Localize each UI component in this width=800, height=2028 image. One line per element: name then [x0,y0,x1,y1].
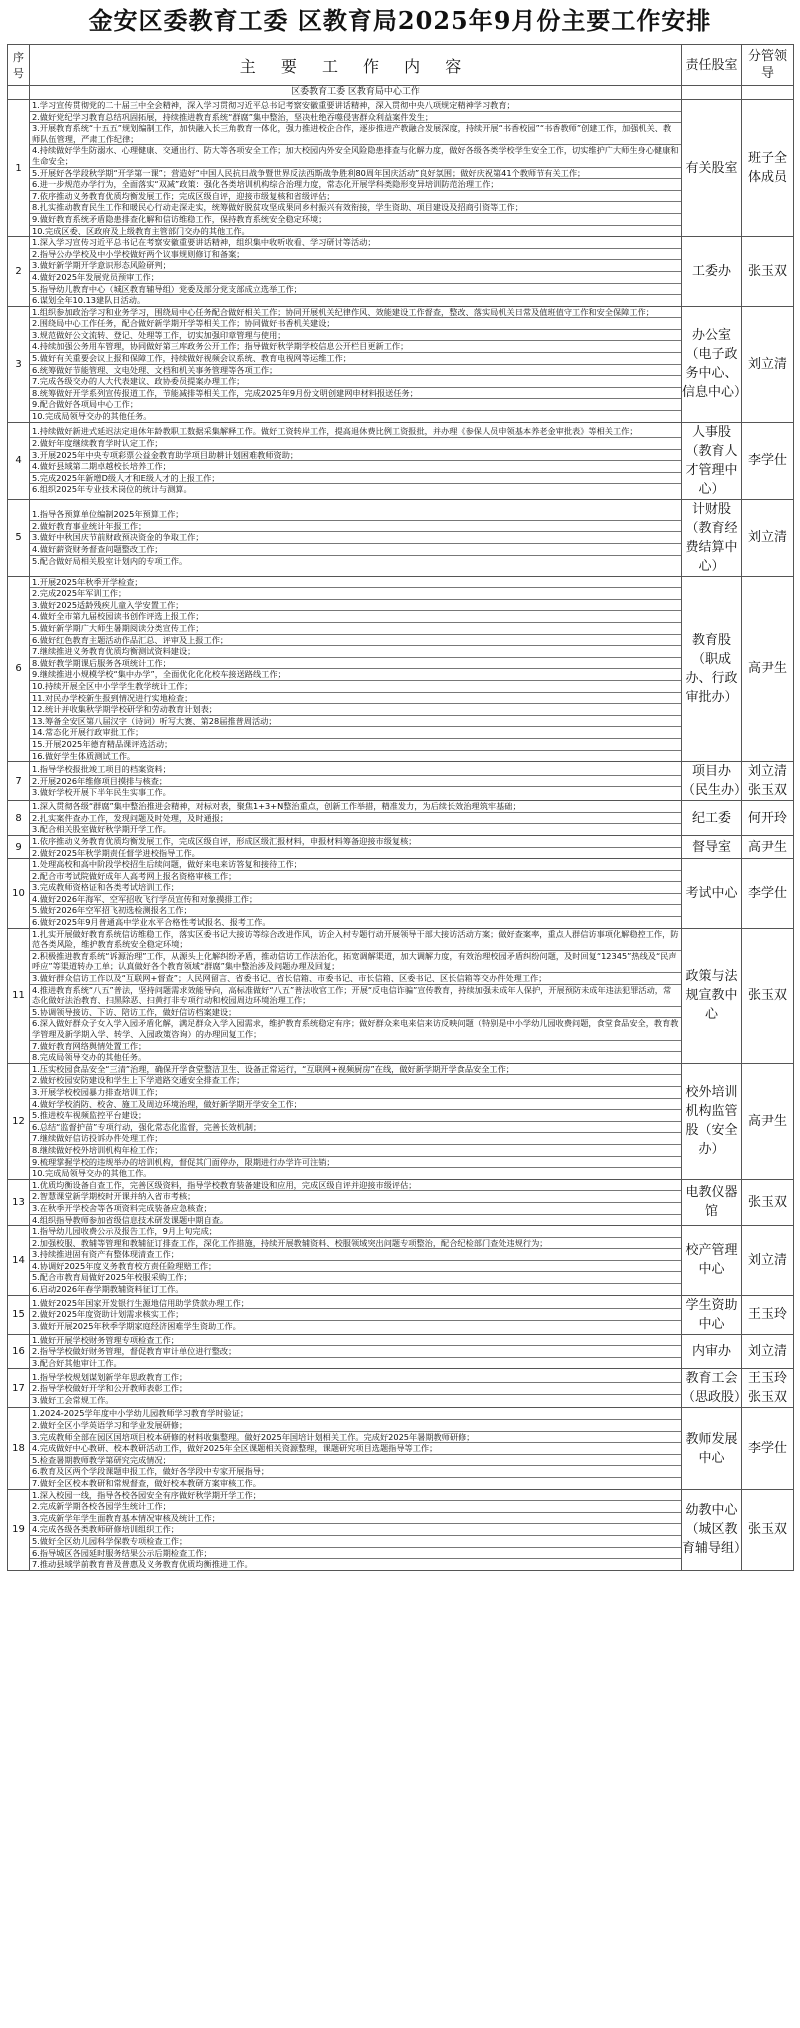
row-number: 12 [8,1063,30,1179]
work-item: 2.围绕局中心工作任务，配合做好新学期开学等相关工作；协同做好书香机关建设； [30,318,681,330]
table-row [8,859,794,929]
work-item: 8.完成局领导交办的其他任务。 [32,1052,147,1063]
work-item: 5.配合市教育局做好2025年校服采购工作； [30,1272,681,1284]
work-item: 5.配合做好局相关股室计划内的专项工作。 [32,555,188,566]
work-item: 3.规范做好公文流转、登记、处理等工作，切实加强印章管理与使用； [30,330,681,342]
leader: 张玉双 [742,237,794,307]
row-number: 16 [8,1334,30,1369]
row-items [30,422,682,499]
work-item: 9.配合做好各项局中心工作； [30,399,681,411]
table-row [8,835,794,858]
work-item: 1.做好开展学校财务管理专项检查工作； [30,1335,681,1347]
responsible-dept: 内审办 [682,1334,742,1369]
table-row [8,422,794,499]
row-number: 14 [8,1226,30,1296]
row-number: 2 [8,237,30,307]
table-row [8,576,794,762]
row-items [30,859,682,929]
work-item: 2.做好校园安防建设和学生上下学道路交通安全排查工作； [30,1075,681,1087]
responsible-dept: 政策与法规宣教中心 [682,928,742,1063]
row-number: 5 [8,499,30,576]
table-row [8,237,794,307]
work-item: 12.统计并收集秋学期学校研学和劳动教育计划表； [30,704,681,716]
work-item: 9.做好教育系统矛盾隐患排查化解和信访维稳工作，保持教育系统安全稳定环境； [30,214,681,226]
work-item: 7.做好教育网络舆情处置工作； [30,1041,681,1053]
work-item: 2.做好教育事业统计年报工作； [30,521,681,533]
leader: 王玉玲 [742,1295,794,1334]
row-items [30,801,682,836]
work-item: 6.指导城区各园延时服务结果公示后期检查工作； [30,1548,681,1560]
work-item: 4.持续做好学生防溺水、心理健康、交通出行、防大等各项安全工作；加大校园内外安全风险隐患排查与化解力度，做好各级各类学校学生安全工作，切实维护广大师生身心健康和生命安全； [30,145,681,167]
responsible-dept: 考试中心 [682,859,742,929]
work-item: 7.依序推动义务教育优质均衡发展工作；完成区级自评，迎接市级复核和省级评估； [30,191,681,203]
work-item: 1.压实校园食品安全“三清”治理，确保开学食堂整洁卫生、设备正常运行，“互联网+视频厨房”在线，做好新学期开学食品安全工作； [30,1064,681,1076]
table-row [8,1179,794,1225]
work-item: 2.做好全区小学英语学习和学业发展研修； [30,1420,681,1432]
work-item: 3.做好新学期开学意识形态风险研判； [30,260,681,272]
work-item: 3.完成教师资格证和各类考试培训工作； [30,882,681,894]
work-item: 7.继续推进义务教育优质均衡测试资料建设； [30,646,681,658]
leader: 刘立清 [742,1226,794,1296]
header-content: 主 要 工 作 内 容 [30,45,682,86]
leader: 刘立清 [742,306,794,422]
work-item: 15.开展2025年德育精品课评选活动； [30,739,681,751]
work-item: 4.完成各级各类教师研修培训组织工作； [30,1524,681,1536]
row-items [30,1295,682,1334]
row-number: 19 [8,1489,30,1570]
work-item: 5.做好2026年空军招飞初选检测报名工作； [30,905,681,917]
table-row [8,1369,794,1408]
subheader: 区委教育工委 区教育局中心工作 [30,86,682,100]
work-item: 2.做好年度继续教育学时认定工作； [30,438,681,450]
work-item: 10.持续开展全区中小学学生教学统计工作； [30,681,681,693]
responsible-dept: 人事股（教育人才管理中心） [682,422,742,499]
row-items [30,1334,682,1369]
row-items [30,1369,682,1408]
table-row [8,1334,794,1369]
work-item: 8.做好教学期课后服务各项统计工作； [30,658,681,670]
row-number: 10 [8,859,30,929]
work-item: 4.做好薪资财务督查问题整改工作； [30,544,681,556]
work-item: 7.做好全区校本教研和常规督查，做好校本教研方案审核工作。 [32,1478,261,1488]
table-row [8,928,794,1063]
work-item: 1.指导幼儿园收费公示及报告工作，9月上旬完成； [30,1226,681,1238]
work-item: 5.检查暑期教师教学第研究完成情况； [30,1455,681,1467]
work-item: 2.智慧课堂新学期校时开课并纳入省市考核； [30,1191,681,1203]
work-item: 3.做好2025适龄残疾儿童入学安置工作； [30,600,681,612]
row-number: 13 [8,1179,30,1225]
work-item: 1.做好2025年国家开发银行生源地信用助学贷款办理工作； [30,1298,681,1310]
header-no: 序号 [8,45,30,86]
responsible-dept: 工委办 [682,237,742,307]
leader: 张玉双 [742,1489,794,1570]
row-items [30,499,682,576]
leader: 李学仕 [742,1408,794,1489]
work-item: 1.扎实开展做好教育系统信访维稳工作，落实区委书记大接访等综合改进作风，访企入村专题行动开展领导干部大接访活动方案；做好查案率，重点人群信访事项化解稳控工作，防范各类风险，维护教育系统安全稳定环境； [30,929,681,951]
schedule-table [7,44,794,1571]
table-row [8,1408,794,1489]
work-item: 6.总结“监督护苗”专项行动，强化常态化监督，完善长效机制； [30,1122,681,1134]
leader: 李学仕 [742,422,794,499]
work-item: 3.在秋季开学校舍等各项资料完成装备应急核查； [30,1203,681,1215]
row-number: 3 [8,306,30,422]
responsible-dept: 计财股（教育经费结算中心） [682,499,742,576]
work-item: 6.教育及区两个学段课题申报工作，做好各学段中专家开展指导； [30,1466,681,1478]
work-item: 2.加强校服、教辅等管理和教辅征订排查工作，深化工作措施，持续开展教辅资料、校服领域突出问题专项整治，配合纪检部门查处违规行为； [30,1238,681,1250]
row-number: 6 [8,576,30,762]
table-row [8,801,794,836]
work-item: 2.扎实案件查办工作，发现问题及时处理，及时通报； [30,813,681,825]
work-item: 5.开展好各学段秋学期“开学第一课”；营造好“中国人民抗日战争暨世界反法西斯战争胜利80周年国庆活动”良好氛围；做好庆祝第41个教师节有关工作； [30,168,681,180]
table-row [8,100,794,237]
work-item: 10.完成局领导交办的其他工作。 [32,1168,152,1179]
work-item: 6.深入做好群众子女入学入园矛盾化解，满足群众入学入园需求，维护教育系统稳定有序；做好群众来电来信来访反映问题（特别是中小学幼儿园收费问题，食堂食品安全，教育教学管理及新学期入学、转学、入园政策咨询）的办理回复工作； [30,1018,681,1040]
work-item: 2.指导学校做好开学和公开教师表彰工作； [30,1383,681,1395]
work-item: 10.完成区委、区政府及上级教育主管部门交办的其他工作。 [32,225,250,236]
work-item: 6.启动2026年春学期教辅资料征订工作。 [32,1284,184,1295]
work-item: 1.学习宣传贯彻党的二十届三中全会精神，深入学习贯彻习近平总书记考察安徽重要讲话精神，深入贯彻中央八项规定精神学习教育； [30,100,681,112]
work-item: 2.做好2025年秋学期责任督学进校指导工作。 [32,847,200,858]
leader: 张玉双 [742,1179,794,1225]
leader: 高尹生 [742,835,794,858]
table-row [8,1226,794,1296]
responsible-dept: 教育工会（思政股） [682,1369,742,1408]
row-items [30,762,682,801]
work-item: 5.做好全区幼儿园科学保教专项检查工作； [30,1536,681,1548]
work-item: 3.持续推进固有资产有整体现清查工作； [30,1249,681,1261]
work-item: 7.继续做好信访投诉办件处理工作； [30,1133,681,1145]
work-item: 3.完成新学年学生面教育基本情况审核及统计工作； [30,1513,681,1525]
row-items [30,1408,682,1489]
work-item: 4.做好学校消防、校舍、施工及周边环境治理，做好新学期开学安全工作； [30,1099,681,1111]
work-item: 6.谋划全年10.13建队日活动。 [32,295,146,306]
work-item: 6.统筹做好节能管理、文电处理、文档和机关事务管理等各项工作； [30,365,681,377]
work-item: 8.继续做好校外培训机构年检工作； [30,1145,681,1157]
leader: 班子全体成员 [742,100,794,237]
subheader-row [8,86,794,100]
responsible-dept: 有关股室 [682,100,742,237]
responsible-dept: 办公室（电子政务中心、信息中心） [682,306,742,422]
leader: 刘立清 [742,1334,794,1369]
work-item: 3.开展2025年中央专项彩票公益金教育助学项目助耕计划困难教师资助； [30,450,681,462]
work-item: 9.继续推进小规模学校“集中办学”，全面优化化化校车接送路线工作； [30,669,681,681]
work-item: 3.做好中秋国庆节前财政预决资金的争取工作； [30,532,681,544]
responsible-dept: 项目办（民生办） [682,762,742,801]
row-items [30,928,682,1063]
table-row [8,306,794,422]
work-item: 1.指导学校报批竣工项目的档案资料； [30,764,681,776]
work-item: 3.开展学校校园暴力排查培训工作； [30,1087,681,1099]
work-item: 5.指导幼儿教育中心（城区教育辅导组）党委及部分党支部成立选举工作； [30,284,681,296]
document-title: 金安区委教育工委 区教育局2025年9月份主要工作安排 [88,6,712,35]
work-item: 1.指导学校规划谋划新学年思政教育工作； [30,1372,681,1384]
row-number: 7 [8,762,30,801]
work-item: 6.进一步规范办学行为，全面落实“双减”政策：强化各类培训机构综合治理力度，常态化开展学科类隐形变异培训防范治理工作； [30,179,681,191]
responsible-dept: 校外培训机构监管股（安全办） [682,1063,742,1179]
work-item: 1.优质均衡设备自查工作，完善区级资料，指导学校教育装备建设和应用，完成区级自评并迎接市级评估； [30,1180,681,1192]
work-item: 6.做好2025年9月普通高中学业水平合格性考试报名、报考工作。 [32,917,271,928]
work-item: 2.配合市考试院做好成年人高考网上报名资格审核工作； [30,871,681,883]
header-dept: 责任股室 [682,45,742,86]
responsible-dept: 教育股（职成办、行政审批办） [682,576,742,762]
row-items [30,576,682,762]
work-item: 2.积极推进教育系统“诉源治理”工作，从源头上化解纠纷矛盾，推动信访工作法治化，拓宽调解渠道，加大调解力度，有效治理校园矛盾纠纷问题，及时回复“12345”热线及“民声呼应”等渠道转办工单；认真做好各个教育领域“群腐”集中整治涉及问题办理及回复； [30,951,681,973]
work-item: 2.开展2026年维修项目摸排与核查； [30,776,681,788]
row-items [30,835,682,858]
work-item: 1.组织参加政治学习和业务学习，围绕局中心任务配合做好相关工作；协同开展机关纪律作风、效能建设工作督查，整改、落实局机关日常及值班值守工作和安全保障工作； [30,307,681,319]
responsible-dept: 幼教中心（城区教育辅导组） [682,1489,742,1570]
work-item: 16.做好学生体质测试工作。 [32,750,136,761]
row-number: 18 [8,1408,30,1489]
work-item: 3.做好开展2025年秋季学期家庭经济困难学生资助工作。 [32,1320,241,1331]
row-number: 11 [8,928,30,1063]
responsible-dept: 督导室 [682,835,742,858]
leader: 高尹生 [742,1063,794,1179]
responsible-dept: 教师发展中心 [682,1408,742,1489]
work-item: 3.做好工会常规工作。 [32,1394,114,1405]
work-item: 1.处理高校和高中阶段学校招生后续问题，做好来电来访答复和接待工作； [30,859,681,871]
leader: 刘立清 [742,499,794,576]
work-item: 4.做好2026年海军、空军招收飞行学员宣传和对象摸排工作； [30,894,681,906]
work-item: 9.梳理掌握学校的违规举办的培训机构，督促其门面停办，限期进行办学许可注销； [30,1157,681,1169]
leader: 何开玲 [742,801,794,836]
responsible-dept: 电教仪器馆 [682,1179,742,1225]
work-item: 1.指导各预算单位编制2025年预算工作； [30,509,681,521]
row-items [30,1226,682,1296]
work-item: 2.做好党纪学习教育总结巩固拓展，持续推进教育系统“群腐”集中整治，坚决杜绝吞噬侵害群众利益案件发生； [30,112,681,124]
row-number: 4 [8,422,30,499]
responsible-dept: 学生资助中心 [682,1295,742,1334]
row-number: 9 [8,835,30,858]
work-item: 7.推动县域学前教育普及普惠及义务教育优质均衡推进工作。 [32,1559,253,1570]
leader: 王玉玲 张玉双 [742,1369,794,1408]
work-item: 5.协调领导接访、下访、陪访工作，做好信访档案建设； [30,1007,681,1019]
work-item: 10.完成局领导交办的其他任务。 [32,411,152,422]
page [7,0,793,1571]
row-items [30,1179,682,1225]
responsible-dept: 校产管理中心 [682,1226,742,1296]
responsible-dept: 纪工委 [682,801,742,836]
work-item: 1.依序推动义务教育优质均衡发展工作，完成区级自评，形成区级汇报材料，申报材料筹备迎接市级复核； [30,836,681,848]
work-item: 1.深入贯彻各级“群腐”集中整治推进会精神，对标对表，聚焦1+3+N整治重点，创新工作举措，精准发力，为后续长效治理筑牢基础； [30,801,681,813]
table-body [8,86,794,1571]
work-item: 4.推进教育系统“八五”普法，坚持问题需求效能导向，高标准做好“八五”普法收官工作；开展“反电信诈骗”宣传教育，持续加强未成年人保护，开展预防未成年违法犯罪活动，常态化做好法治教育、扫黑除恶、扫黄打非专项行动和校园周边环境治理工作； [30,985,681,1007]
row-items [30,306,682,422]
table-row [8,1063,794,1179]
work-item: 1.2024-2025学年度中小学幼儿园教师学习教育学时验证； [30,1408,681,1420]
work-item: 4.持续加强公务用车管理，协同做好第三库政务公开工作；指导做好秋学期学校信息公开栏目更新工作； [30,341,681,353]
work-item: 2.指导学校做好财务管理，督促教育审计单位进行整改； [30,1346,681,1358]
work-item: 5.做好有关重要会议上报和保障工作，持续做好视频会议系统、教育电视网等运维工作； [30,353,681,365]
row-items [30,100,682,237]
work-item: 4.做好2025年发展党员预审工作； [30,272,681,284]
work-item: 4.组织指导教师参加省级信息技术研发课题中期自查。 [32,1214,229,1225]
table-row [8,1295,794,1334]
work-item: 2.完成2025年军训工作； [30,588,681,600]
table-row [8,762,794,801]
row-number: 8 [8,801,30,836]
row-number: 17 [8,1369,30,1408]
work-item: 4.做好县域第二期卓越校长培养工作； [30,461,681,473]
work-item: 1.持续做好新进式延迟法定退休年龄教职工数据采集解释工作。做好工资转岸工作，提高退休费比例工资报批，并办理《参保人员申领基本养老金审批表》等相关工作； [30,426,681,438]
work-item: 1.深入学习宣传习近平总书记在考察安徽重要讲话精神，组织集中收听收看、学习研讨等活动； [30,237,681,249]
row-items [30,1063,682,1179]
work-item: 4.完成做好中心教研、校本教研活动工作，做好2025年全区课题相关资源整理，课题研究项目选题指导等工作； [30,1443,681,1455]
work-item: 6.做好红色教育主题活动作品汇总、评审及上报工作； [30,635,681,647]
work-item: 5.做好新学期广大师生暑期阅读分类宣传工作； [30,623,681,635]
work-item: 14.常态化开展行政审批工作； [30,727,681,739]
row-number: 15 [8,1295,30,1334]
work-item: 8.扎实推动教育民生工作和暖民心行动走深走实，统筹做好脱贫攻坚成果同乡村振兴有效衔接，学生资助、项目建设及招商引资等工作； [30,202,681,214]
work-item: 11.对民办学校新生报到情况进行实地检查； [30,693,681,705]
work-item: 13.筹备全安区第八届汉字（诗词）听写大赛、第28届推普周活动； [30,716,681,728]
header-lead: 分管领导 [742,45,794,86]
header-row [8,45,794,86]
work-item: 6.组织2025年专业技术岗位的统计与测算。 [32,484,192,495]
work-item: 4.做好全市第九届校园读书创作评选上报工作； [30,611,681,623]
row-items [30,1489,682,1570]
work-item: 3.完成教师全部在园区国培项目校本研修的材料收集整理。做好2025年国培计划相关工作。完成好2025年暑期教师研修； [30,1432,681,1444]
work-item: 8.统筹做好开学系列宣传报道工作，节能减排等相关工作，完成2025年9月份文明创建网申材料报送任务； [30,388,681,400]
work-item: 1.开展2025年秋季开学检查； [30,577,681,589]
work-item: 3.配合好其他审计工作。 [32,1357,122,1368]
work-item: 1.深入校园一线，指导各校各园安全有序做好秋学期开学工作； [30,1490,681,1502]
table-row [8,1489,794,1570]
row-number: 1 [8,100,30,237]
leader: 张玉双 [742,928,794,1063]
work-item: 3.开展教育系统“十五五”规划编制工作，加快融入长三角教育一体化，强力推进校企合作，逐步推进产教融合发展深度，持续开展“书香校园”“书香教师”创建工作，加强机关、教师队伍管理，严肃工作纪律； [30,123,681,145]
work-item: 2.做好2025年度资助计划需求核实工作； [30,1309,681,1321]
work-item: 3.配合相关股室做好秋学期开学工作。 [32,824,171,835]
work-item: 7.完成各级交办的人大代表建议、政协委员提案办理工作； [30,376,681,388]
row-items [30,237,682,307]
work-item: 2.完成新学期各校各园学生统计工作； [30,1501,681,1513]
work-item: 5.推进校车视频监控平台建设； [30,1110,681,1122]
work-item: 4.协调好2025年度义务教育校方责任险理赔工作； [30,1261,681,1273]
work-item: 5.完成2025年新增D级人才和E级人才的上报工作； [30,473,681,485]
leader: 李学仕 [742,859,794,929]
work-item: 3.做好群众信访工作以及“互联网+督查”；人民网留言、省委书记、省长信箱、市委书记、市长信箱、区委书记、区长信箱等交办件处理工作； [30,973,681,985]
table-row [8,499,794,576]
work-item: 2.指导公办学校及中小学校做好两个议事规则修订和备案； [30,249,681,261]
work-item: 3.做好学校开展下半年民生实事工作。 [32,787,171,798]
leader: 刘立清 张玉双 [742,762,794,801]
leader: 高尹生 [742,576,794,762]
